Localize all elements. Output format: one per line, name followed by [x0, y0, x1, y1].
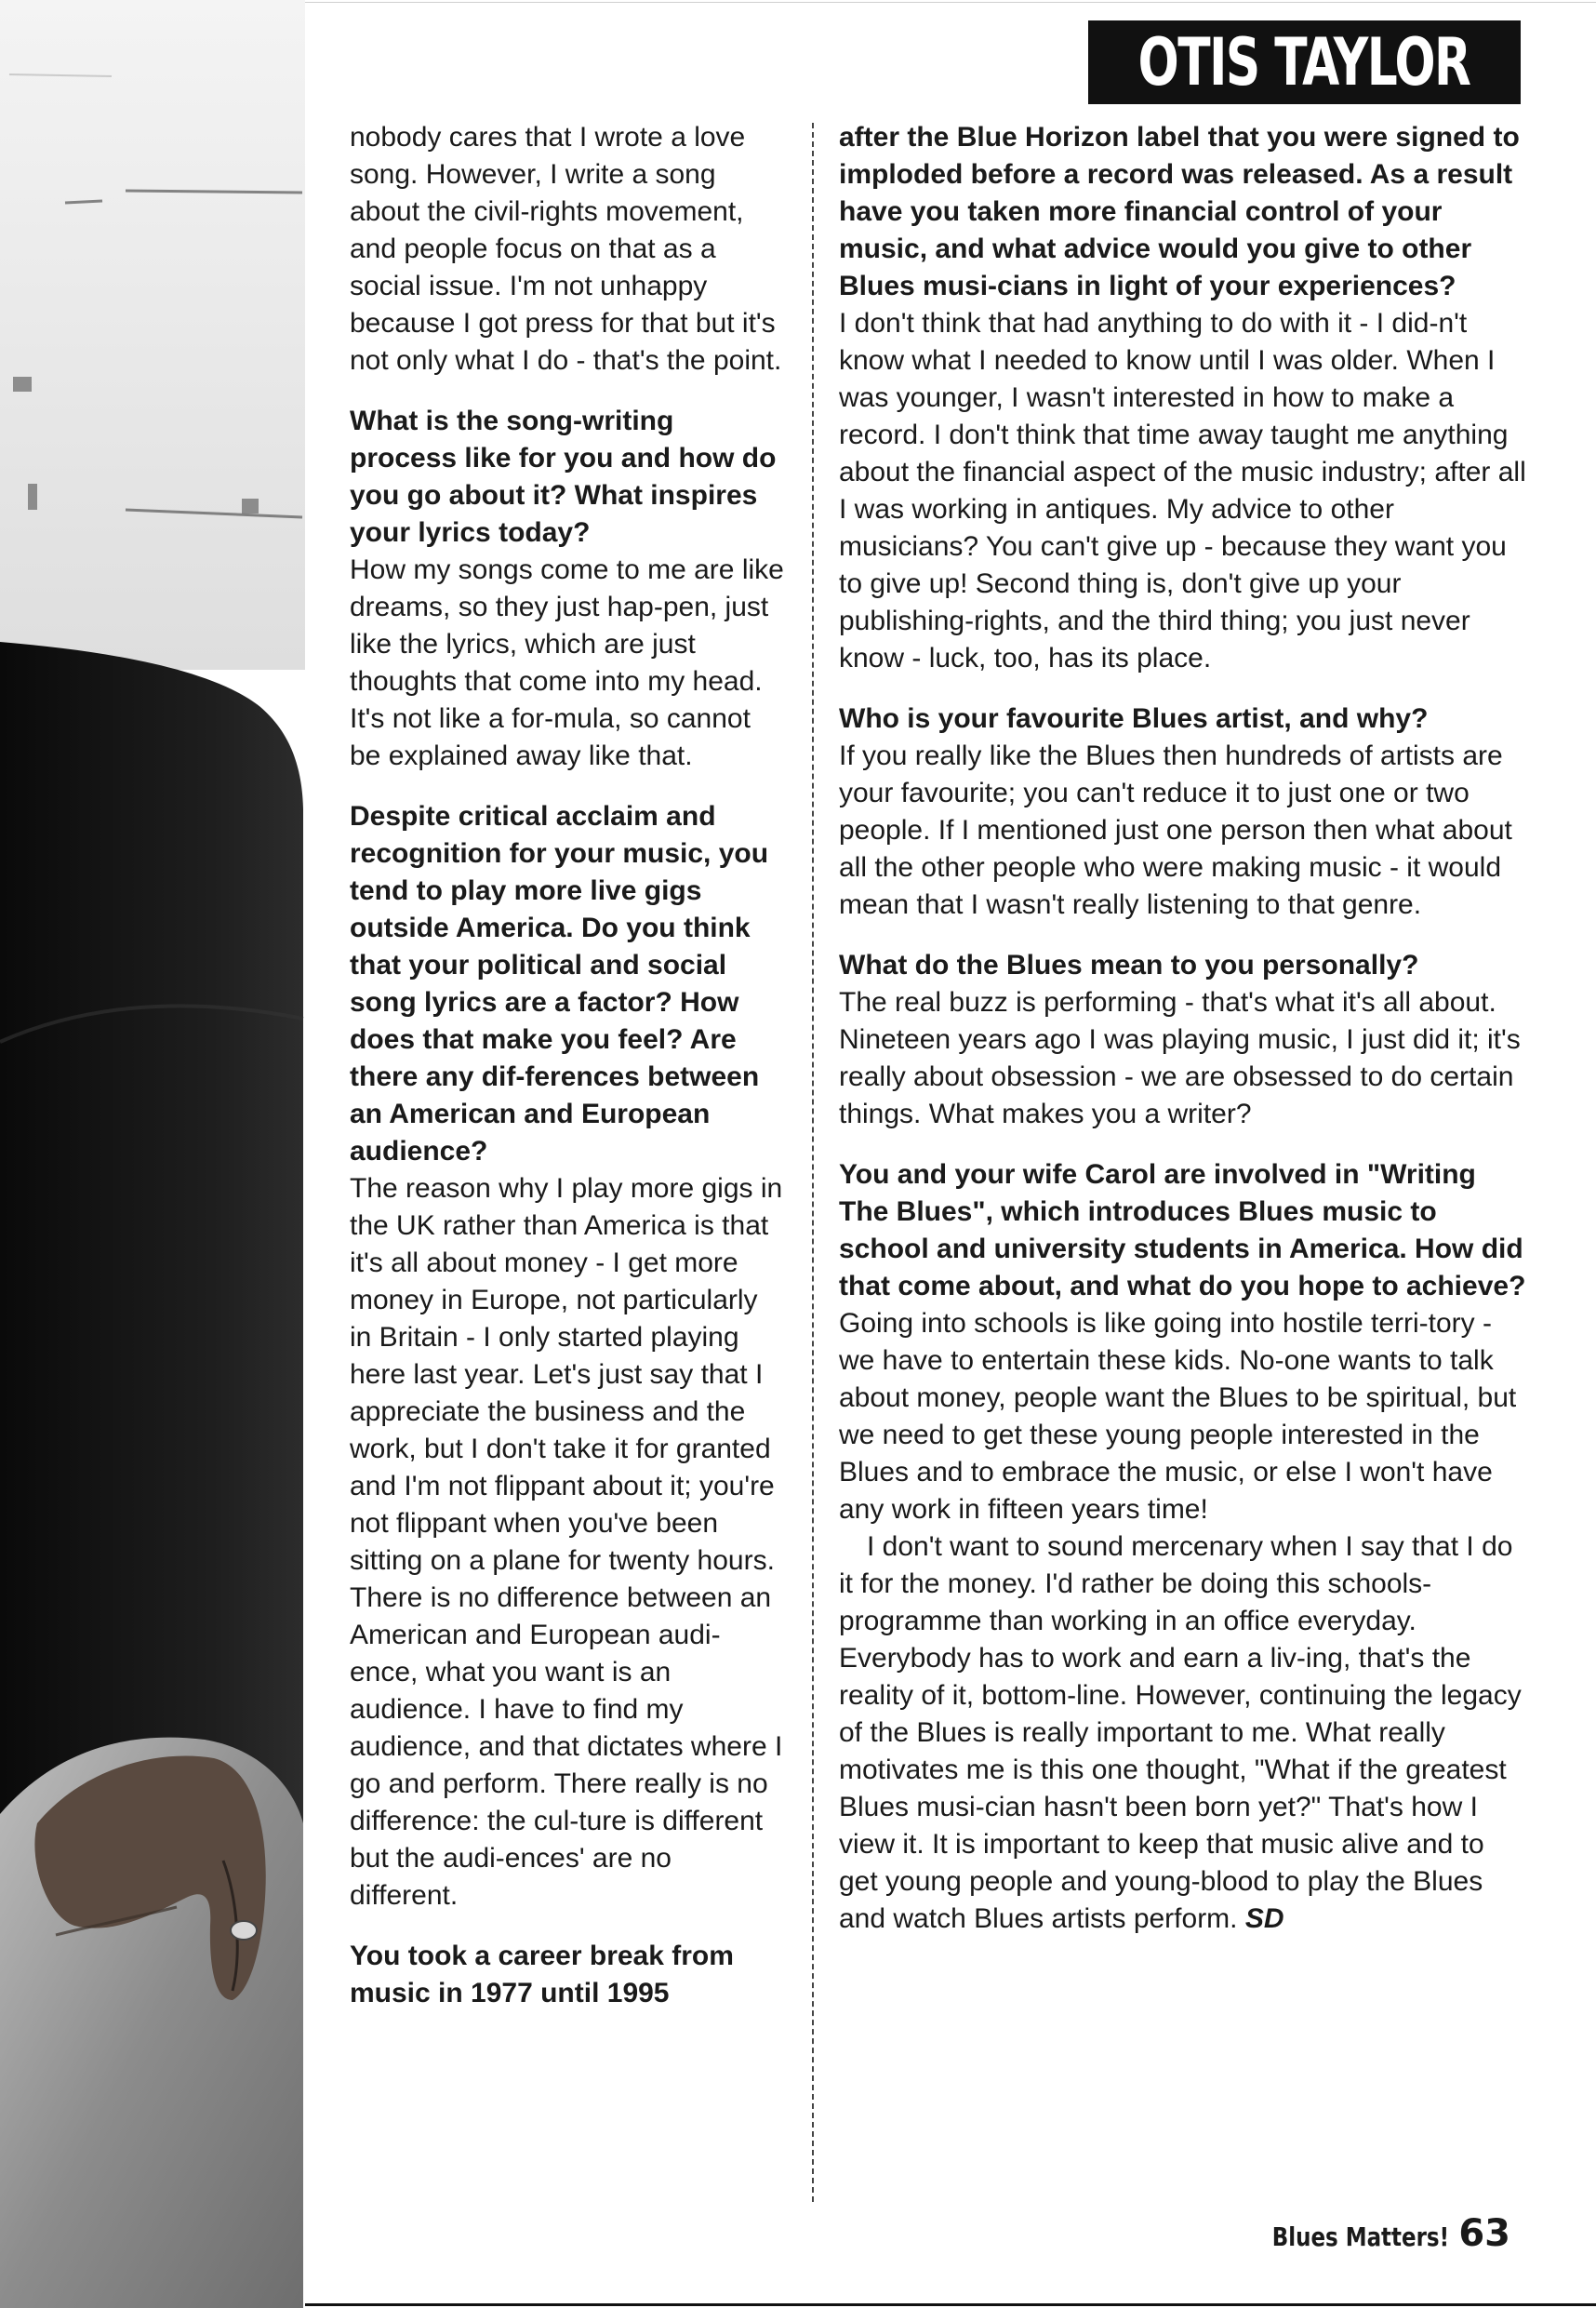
qa-block-live-gigs — [350, 798, 787, 1914]
article-title-banner — [1088, 20, 1521, 104]
qa-block-songwriting — [350, 403, 787, 775]
answer-text: I don't want to sound mercenary when I say that I do it for the money. I'd rather be doing this schools-programme than working in an office everyday. Everybody has to work and earn a liv-ing, that's the reality of it, bottom-line. However, continuing the legacy of the Blues is really important to me. What really motivates me is this one thought, "What if the greatest Blues musi-cian hasn't been born yet?" That's how I view it. It is important to keep that music alive and to get young people and young-blood to play the Blues and watch Blues artists perform. — [839, 1531, 1522, 1934]
answer-text: If you really like the Blues then hundreds of artists are your favourite; you can't reduce it to just one or two people. If I mentioned just one person then what about all the other people who were making music - it would mean that I wasn't really listening to that genre. — [839, 740, 1512, 920]
qa-block-writing-the-blues — [839, 1156, 1527, 1938]
qa-block-career-break — [839, 119, 1527, 677]
portrait-photo-icon — [0, 0, 305, 2308]
author-signoff: SD — [1244, 1903, 1284, 1934]
answer-text: How my songs come to me are like dreams, so they just hap-pen, just like the lyrics, which are just thoughts that come into my head. It's not like a for-mula, so cannot be explained away like that. — [350, 554, 784, 771]
answer-text-continued — [839, 1528, 1527, 1938]
page-footer — [1233, 2212, 1510, 2255]
answer-text: nobody cares that I wrote a love song. However, I write a song about the civil-rights movement, and people focus on that as a social issue. I'm not unhappy because I got press for that but it's not only what I do - that's the point. — [350, 122, 782, 376]
page-number: 63 — [1458, 2212, 1510, 2255]
answer-text: The real buzz is performing - that's what it's all about. Nineteen years ago I was playing music, I just did it; it's really about obsession - we are obsessed to do certain things. What makes you a writer? — [839, 987, 1521, 1129]
question-text: after the Blue Horizon label that you were signed to imploded before a record was released. As a result have you taken more financial control of your music, and what advice would you give to other Blues musi-cians in light of your experiences? — [839, 122, 1520, 301]
article-title: OTIS TAYLOR — [1138, 24, 1470, 100]
answer-text: I don't think that had anything to do with it - I did-n't know what I needed to know until I was older. When I was younger, I wasn't interested in how to make a record. I don't think that time away taught me anything about the financial aspect of the music industry; after all I was working in antiques. My advice to other musicians? You can't give up - because they want you to give up! Second thing is, don't give up your publishing-rights, and the third thing; you just never know - luck, too, has its place. — [839, 308, 1526, 674]
magazine-name: Blues Matters! — [1272, 2221, 1450, 2252]
column-divider — [812, 123, 814, 2202]
bottom-rule — [305, 2303, 1596, 2306]
question-text: Despite critical acclaim and recognition for your music, you tend to play more live gigs outside America. Do you think that your political and social song lyrics are a factor? How does that make you feel? Are there any dif-ferences between an American and European audience? — [350, 801, 769, 1167]
left-paragraph-1 — [350, 119, 787, 380]
qa-block-favourite-artist — [839, 700, 1527, 924]
left-column — [350, 119, 787, 2035]
question-text: Who is your favourite Blues artist, and why? — [839, 703, 1429, 734]
qa-block-blues-meaning — [839, 947, 1527, 1133]
portrait-photo — [0, 0, 305, 2308]
answer-text: The reason why I play more gigs in the UK rather than America is that it's all about money - I get more money in Europe, not particularly in Britain - I only started playing here last year. Let's just say that I appreciate the business and the work, but I don't take it for granted and I'm not flippant about it; you're not flippant when you've been sitting on a plane for twenty hours. There is no difference between an American and European audi-ence, what you want is an audience. I have to find my audience, and that dictates where I go and perform. There really is no difference: the cul-ture is different but the audi-ences' are no different. — [350, 1173, 783, 1911]
question-text: What is the song-writing process like for you and how do you go about it? What inspires your lyrics today? — [350, 406, 777, 548]
question-text: You and your wife Carol are involved in "Writing The Blues", which introduces Blues music to school and university students in America. How did that come about, and what do you hope to achieve? — [839, 1159, 1526, 1301]
answer-text: Going into schools is like going into hostile terri-tory - we have to entertain these kids. No-one wants to talk about money, people want the Blues to be spiritual, but we need to get these young people interested in the Blues and to embrace the music, or else I won't have any work in fifteen years time! — [839, 1308, 1517, 1525]
right-column — [839, 119, 1527, 1961]
qa-block-career-break-start — [350, 1938, 787, 2012]
question-text: What do the Blues mean to you personally? — [839, 950, 1419, 981]
question-text: You took a career break from music in 1977 until 1995 — [350, 1941, 734, 2008]
